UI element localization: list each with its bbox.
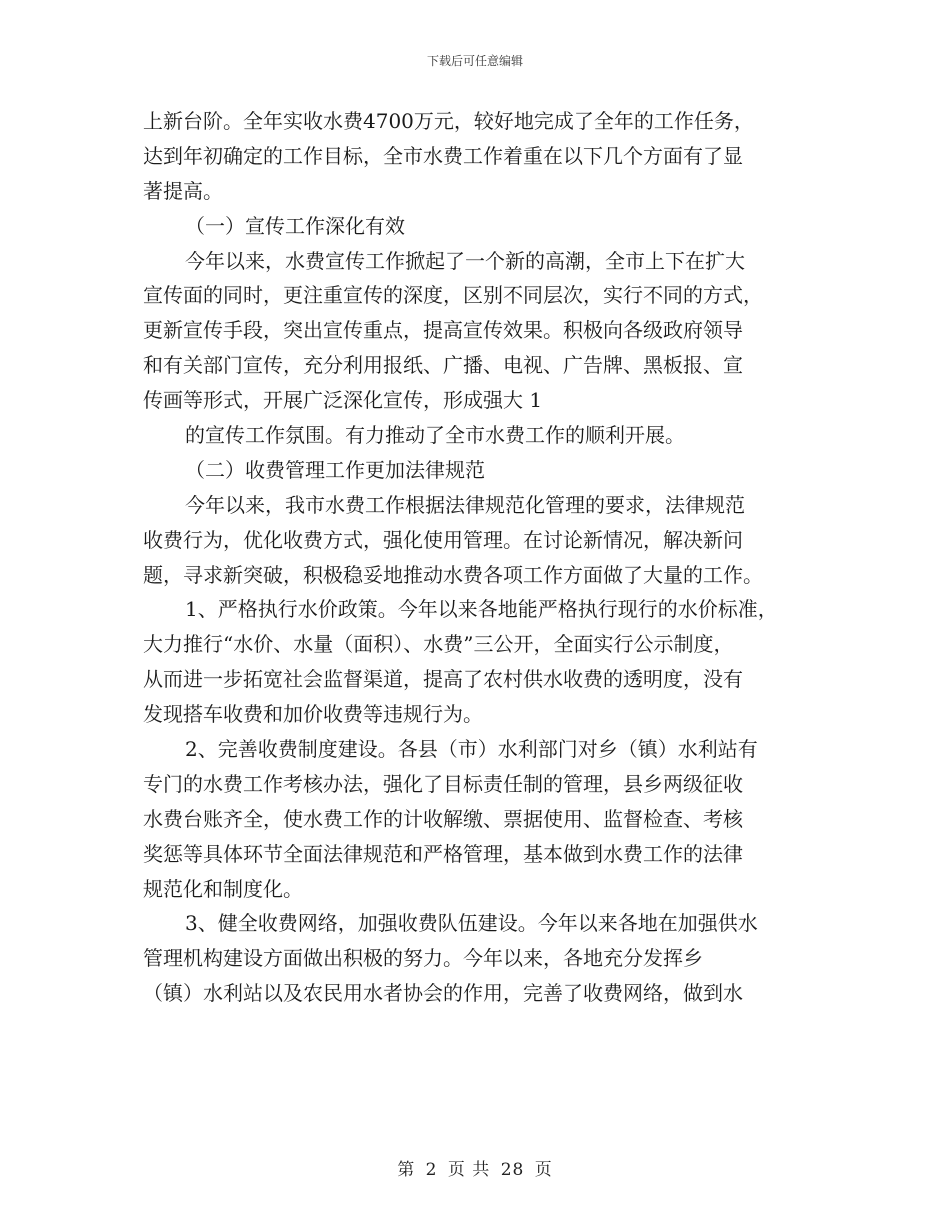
text-line: 3、健全收费网络，加强收费队伍建设。今年以来各地在加强供水 xyxy=(185,911,758,936)
footer-page-number: 2 xyxy=(425,1160,438,1180)
page-header: 下载后可任意编辑 xyxy=(426,54,523,68)
text-line: 管理机构建设方面做出积极的努力。今年以来，各地充分发挥乡 xyxy=(143,946,703,971)
text-line: 传画等形式，开展广泛深化宣传，形成强大 1 xyxy=(143,388,543,413)
text-line: 著提高。 xyxy=(143,178,223,203)
footer-prefix: 第 xyxy=(397,1160,416,1180)
text-line: 收费行为，优化收费方式，强化使用管理。在讨论新情况，解决新问 xyxy=(143,527,743,552)
text-line: 今年以来，水费宣传工作掀起了一个新的高潮，全市上下在扩大 xyxy=(185,248,745,273)
text-line: 水费台账齐全，使水费工作的计收解缴、票据使用、监督检查、考核 xyxy=(143,806,743,831)
text-line: 专门的水费工作考核办法，强化了目标责任制的管理，县乡两级征收 xyxy=(143,771,743,796)
text-line: （一）宣传工作深化有效 xyxy=(185,213,405,238)
footer-suffix: 页 xyxy=(534,1160,553,1180)
text-line: （二）收费管理工作更加法律规范 xyxy=(185,457,485,482)
text-line: 上新台阶。全年实收水费4700万元，较好地完成了全年的工作任务， xyxy=(143,109,754,133)
text-line: 大力推行“水价、水量（面积）、水费”三公开，全面实行公示制度， xyxy=(143,632,734,657)
text-line: 奖惩等具体环节全面法律规范和严格管理，基本做到水费工作的法律 xyxy=(143,841,743,866)
text-line: 更新宣传手段，突出宣传重点，提高宣传效果。积极向各级政府领导 xyxy=(143,318,743,343)
text-line: （镇）水利站以及农民用水者协会的作用，完善了收费网络，做到水 xyxy=(143,981,743,1006)
footer-total-pages: 28 xyxy=(500,1160,525,1180)
footer-middle: 页 共 xyxy=(447,1160,491,1180)
text-line: 和有关部门宣传，充分利用报纸、广播、电视、广告牌、黑板报、宣 xyxy=(143,353,743,378)
document-body xyxy=(143,104,833,1011)
text-line: 达到年初确定的工作目标，全市水费工作着重在以下几个方面有了显 xyxy=(143,143,743,168)
text-line: 1、严格执行水价政策。今年以来各地能严格执行现行的水价标准， xyxy=(185,597,778,622)
text-line: 的宣传工作氛围。有力推动了全市水费工作的顺利开展。 xyxy=(185,423,685,448)
text-line: 规范化和制度化。 xyxy=(143,876,303,901)
text-line: 宣传面的同时，更注重宣传的深度，区别不同层次，实行不同的方式， xyxy=(143,283,763,308)
text-line: 今年以来，我市水费工作根据法律规范化管理的要求，法律规范 xyxy=(185,492,745,517)
text-line: 从而进一步拓宽社会监督渠道，提高了农村供水收费的透明度，没有 xyxy=(143,667,743,692)
text-line: 题，寻求新突破，积极稳妥地推动水费各项工作方面做了大量的工作。 xyxy=(143,562,763,587)
page-footer xyxy=(0,1155,950,1180)
text-line: 发现搭车收费和加价收费等违规行为。 xyxy=(143,702,483,727)
text-line: 2、完善收费制度建设。各县（市）水利部门对乡（镇）水利站有 xyxy=(185,737,758,762)
